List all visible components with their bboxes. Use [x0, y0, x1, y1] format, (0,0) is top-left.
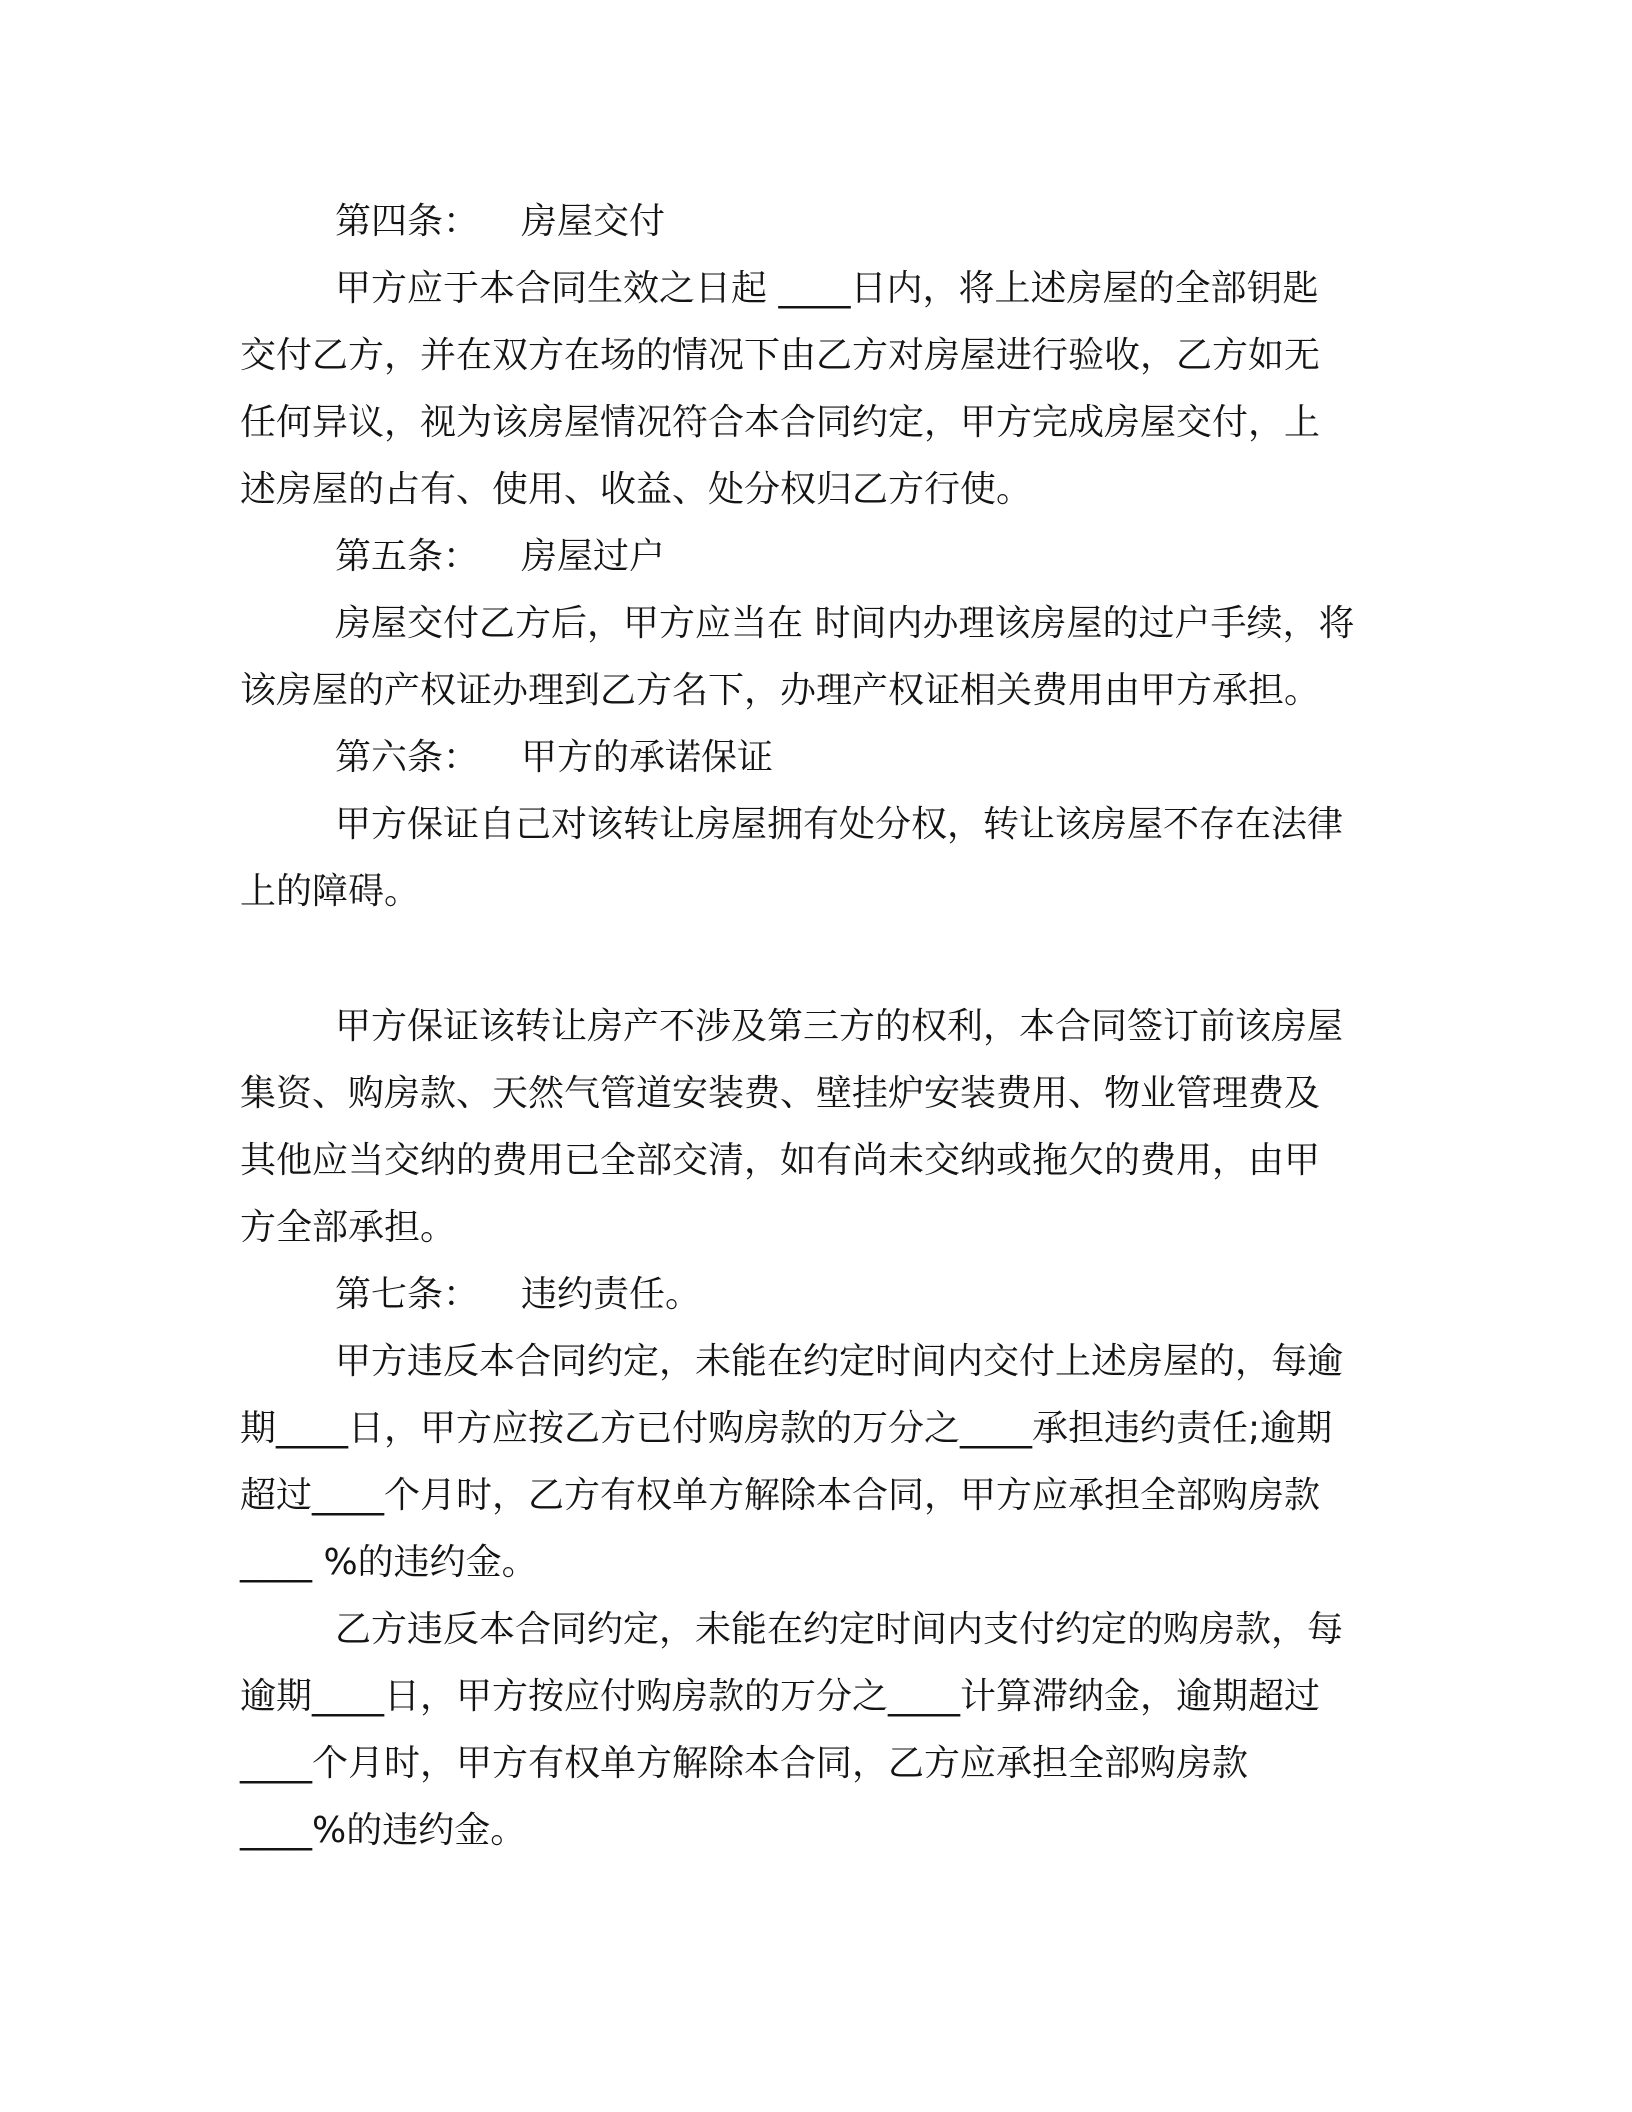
article-7-paragraph-2: [240, 1596, 1390, 1864]
text-line: 上的障碍。: [240, 871, 421, 912]
text-line: ____个月时，甲方有权单方解除本合同，乙方应承担全部购房款: [240, 1743, 1249, 1784]
text-line: 甲方保证自己对该转让房屋拥有处分权，转让该房屋不存在法律: [335, 804, 1344, 845]
text-line: 交付乙方，并在双方在场的情况下由乙方对房屋进行验收，乙方如无: [240, 335, 1321, 376]
text-line: 房屋交付乙方后，甲方应当在 时间内办理该房屋的过户手续，将: [335, 603, 1355, 644]
article-6-paragraph-2: [240, 993, 1390, 1261]
text-line: 该房屋的产权证办理到乙方名下，办理产权证相关费用由甲方承担。: [240, 670, 1321, 711]
text-line: 甲方违反本合同约定，未能在约定时间内交付上述房屋的，每逾: [335, 1341, 1344, 1382]
article-title: 违约责任。: [521, 1274, 702, 1315]
article-7-paragraph-1: [240, 1328, 1390, 1596]
text-line: 期____日，甲方应按乙方已付购房款的万分之____承担违约责任;逾期: [240, 1408, 1333, 1449]
text-line: 乙方违反本合同约定，未能在约定时间内支付约定的购房款，每: [335, 1609, 1344, 1650]
article-title: 房屋过户: [521, 536, 666, 577]
article-title: 房屋交付: [521, 201, 666, 242]
text-line: 其他应当交纳的费用已全部交清，如有尚未交纳或拖欠的费用，由甲: [240, 1140, 1321, 1181]
text-line: 超过____个月时，乙方有权单方解除本合同，甲方应承担全部购房款: [240, 1475, 1321, 1516]
text-line: 逾期____日，甲方按应付购房款的万分之____计算滞纳金，逾期超过: [240, 1676, 1321, 1717]
article-5-heading: [240, 523, 1390, 590]
article-number: 第六条：: [335, 737, 480, 778]
article-title: 甲方的承诺保证: [521, 737, 774, 778]
text-line: 任何异议，视为该房屋情况符合本合同约定，甲方完成房屋交付，上: [240, 402, 1321, 443]
article-7-heading: [240, 1261, 1390, 1328]
text-line: 集资、购房款、天然气管道安装费、壁挂炉安装费用、物业管理费及: [240, 1073, 1321, 1114]
text-line: 述房屋的占有、使用、收益、处分权归乙方行使。: [240, 469, 1033, 510]
text-line: 方全部承担。: [240, 1207, 457, 1248]
article-number: 第七条：: [335, 1274, 480, 1315]
document-page: [240, 188, 1390, 1864]
article-6-heading: [240, 724, 1390, 791]
text-line: 甲方保证该转让房产不涉及第三方的权利，本合同签订前该房屋: [335, 1006, 1344, 1047]
text-line: ____%的违约金。: [240, 1810, 527, 1851]
text-line: 甲方应于本合同生效之日起 ____日内，将上述房屋的全部钥匙: [335, 268, 1319, 309]
article-5-paragraph: [240, 590, 1390, 724]
paragraph-gap: [240, 925, 1390, 993]
article-number: 第五条：: [335, 536, 480, 577]
article-6-paragraph-1: [240, 791, 1390, 925]
text-line: ____ %的违约金。: [240, 1542, 538, 1583]
article-number: 第四条：: [335, 201, 480, 242]
article-4-paragraph: [240, 255, 1390, 523]
article-4-heading: [240, 188, 1390, 255]
